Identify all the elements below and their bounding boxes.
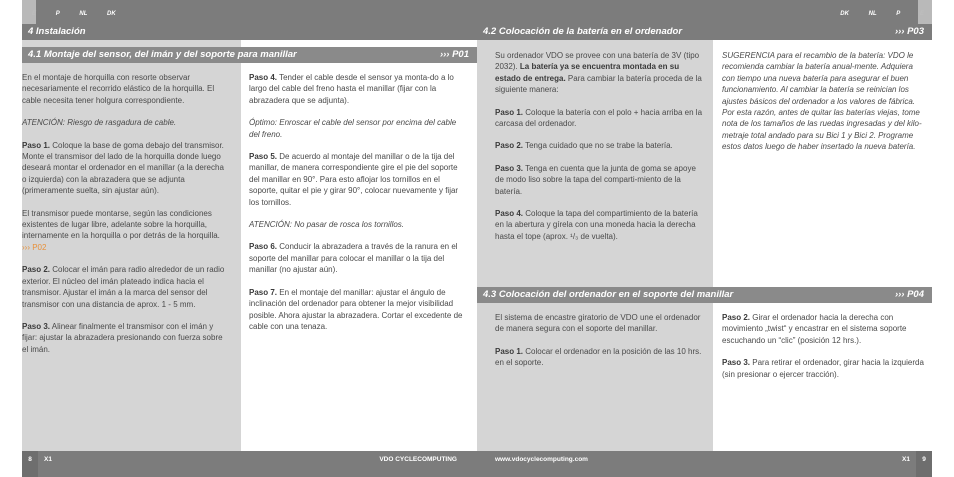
footer-left	[22, 451, 477, 477]
language-tabs-left	[32, 11, 134, 17]
lang-tab-p[interactable]: P	[55, 11, 60, 17]
step-1: Paso 1. Coloque la base de goma debajo del transmisor. Monte el transmisor del lado de la horquilla donde luego deseará montar el ordenador en el manillar (a la derecha o izquierda) con la abrazadera que se adjunta (primeramente suelta, sin ajustar aún).	[22, 140, 224, 196]
paragraph: En el montaje de horquilla con resorte observar necesariamente el recorrido elástico de la horquilla. El cable necesita tener holgura correspondiente.	[22, 73, 215, 105]
lang-tab-dk[interactable]: DK	[840, 11, 849, 17]
section-heading-4-2	[477, 24, 932, 40]
step-4: Paso 4. Tender el cable desde el sensor ya monta-do a lo largo del cable del freno hasta el manillar (fijar con la abrazadera que se adjunta).	[249, 73, 454, 105]
section-4-3-column-4	[722, 312, 927, 391]
brand-name: VDO CYCLECOMPUTING	[379, 456, 457, 463]
lang-tab-nl[interactable]: NL	[868, 11, 877, 17]
step-4: Paso 4. Coloque la tapa del compartimiento de la batería en la abertura y gírela con una moneda hacia la derecha hasta el tope (aprox. ¹/₃ de vuelta).	[495, 209, 698, 241]
paragraph: Su ordenador VDO se provee con una batería de 3V (tipo 2032). La batería ya se encuentra montada en su estado de entrega. Para cambiar la batería proceda de la siguiente manera:	[495, 51, 702, 95]
optimo-note: Óptimo: Enroscar el cable del sensor por encima del cable del freno.	[249, 118, 457, 139]
model-name: X1	[902, 456, 910, 463]
language-tabs-right	[822, 11, 924, 17]
step-2: Paso 2. Colocar el imán para radio alrededor de un radio exterior. El núcleo del imán plateado indica hacia el transmisor. Ajustar el imán a la marca del sensor del transmisor con una distancia de aprox. 1 - 5 mm.	[22, 265, 225, 309]
section-4-2-column-4	[722, 50, 927, 164]
step-3: Paso 3. Alinear finalmente el transmisor con el imán y fijar: ajustar la abrazadera presionando con fuerza sobre el imán.	[22, 321, 223, 354]
figure-reference[interactable]: ››› P04	[894, 289, 924, 300]
lang-tab-p[interactable]: P	[896, 11, 901, 17]
section-title: 4.3 Colocación del ordenador en el soporte del manillar	[483, 289, 734, 300]
model-name: X1	[44, 456, 52, 463]
section-4-1-column-1	[22, 72, 227, 366]
figure-link[interactable]: ››› P02	[22, 242, 47, 252]
section-4-3-column-3	[495, 312, 705, 380]
section-heading-4-3	[477, 287, 932, 303]
chapter-title: 4 Instalación	[22, 24, 477, 40]
step-5: Paso 5. De acuerdo al montaje del manillar o de la tija del manillar, de manera correspondiente gire el pie del soporte del manillar en 90°. Para esto aflojar los tornillos en el soporte, quitar el pie y girar 90°, colocar nuevamente y fijar los tornillos.	[249, 152, 459, 207]
section-title: 4.1 Montaje del sensor, del imán y del soporte para manillar	[28, 49, 297, 60]
step-1: Paso 1. Colocar el ordenador en la posición de las 10 hrs. en el soporte.	[495, 346, 702, 368]
page-number: 9	[916, 451, 932, 477]
step-3: Paso 3. Tenga en cuenta que la junta de goma se apoye de modo liso sobre la tapa del comparti-miento de la batería.	[495, 163, 696, 196]
section-4-1-column-2	[249, 72, 463, 343]
step-2: Paso 2. Girar el ordenador hacia la derecha con movimiento „twist“ y encastrar en el sistema soporte escuchando un “clic” (posición 12 hrs.).	[722, 313, 907, 345]
lang-tab-e[interactable]: E	[919, 11, 924, 17]
lang-tab-nl[interactable]: NL	[79, 11, 88, 17]
figure-reference[interactable]: ››› P01	[439, 49, 469, 60]
step-2: Paso 2. Tenga cuidado que no se trabe la batería.	[495, 141, 673, 151]
lang-tab-dk[interactable]: DK	[107, 11, 116, 17]
footer-right	[477, 451, 932, 477]
section-4-2-column-3	[495, 50, 705, 253]
attention-note: ATENCIÓN: No pasar de rosca los tornillos.	[249, 220, 405, 230]
step-6: Paso 6. Conducir la abrazadera a través de la ranura en el soporte del manillar para colocar el manillar o la tija del manillar (no ajustar aún).	[249, 242, 458, 275]
attention-note: ATENCIÓN: Riesgo de rasgadura de cable.	[22, 118, 177, 128]
figure-reference[interactable]: ››› P03	[894, 26, 924, 37]
paragraph: El sistema de encastre giratorio de VDO une el ordenador de manera segura con el soporte del manillar.	[495, 313, 701, 334]
section-title: 4.2 Colocación de la batería en el ordenador	[483, 26, 683, 37]
page-number: 8	[22, 451, 38, 477]
sugerencia-note: SUGERENCIA para el recambio de la batería: VDO le recomienda cambiar la batería anual-mente. Adquiera con tiempo una nueva batería para asegurar el buen funcionamiento. Al cambiar la batería se reinician los ajustes básicos del ordenador a los valores de fábrica. Por esta razón, antes de quitar las baterías viejas, tome nota de los tamaños de las ruedas ingresadas y del kilo-metraje total andado para su Bici 1 y Bici 2. Programe estos datos luego de haber insertado la nueva batería.	[722, 51, 922, 152]
step-7: Paso 7. En el montaje del manillar: ajustar el ángulo de inclinación del ordenador para obtener la mejor visibilidad posible. Ahora ajustar la abrazadera. Cortar el excedente de cable con una tenaza.	[249, 287, 463, 331]
website-link[interactable]: www.vdocyclecomputing.com	[495, 456, 588, 463]
step-1: Paso 1. Coloque la batería con el polo + hacia arriba en la carcasa del ordenador.	[495, 107, 703, 129]
paragraph: El transmisor puede montarse, según las condiciones existentes de lugar libre, adelante sobre la horquilla, internamente en la horquilla o por detrás de la horquilla. ››› P02	[22, 208, 220, 252]
lang-tab-e[interactable]: E	[32, 11, 37, 17]
step-3: Paso 3. Para retirar el ordenador, girar hacia la izquierda (sin presionar o ejercer tracción).	[722, 358, 924, 379]
section-heading-4-1	[22, 47, 477, 63]
